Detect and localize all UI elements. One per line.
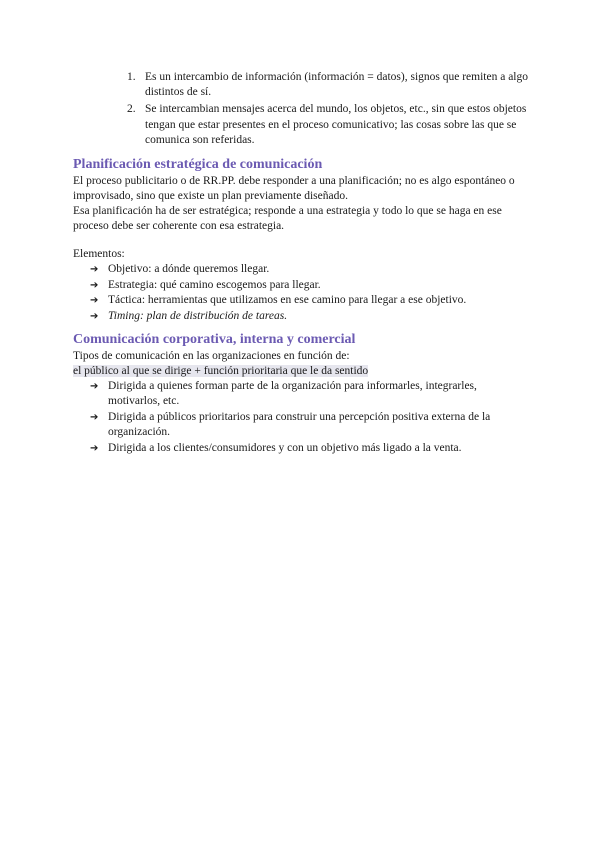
- paragraph: El proceso publicitario o de RR.PP. debe responder a una planificación; no es algo espontáneo o improvisado, sino que existe un plan previamente diseñado.: [73, 175, 515, 203]
- elements-list: [90, 262, 530, 325]
- list-item: [90, 309, 530, 324]
- paragraph: Tipos de comunicación en las organizaciones en función de:: [73, 350, 350, 362]
- arrow-icon: ➔: [90, 264, 99, 275]
- list-text: Objetivo: a dónde queremos llegar.: [108, 263, 270, 275]
- list-number: 2.: [127, 103, 136, 116]
- list-text: Timing: plan de distribución de tareas.: [108, 310, 288, 323]
- intro-numbered-list: [127, 70, 537, 150]
- highlighted-text: el público al que se dirige + función prioritaria que le da sentido: [73, 365, 369, 377]
- arrow-icon: ➔: [90, 381, 99, 392]
- list-text: Dirigida a públicos prioritarios para construir una percepción positiva externa de la organización.: [108, 410, 491, 439]
- arrow-icon: ➔: [90, 442, 99, 454]
- section-heading-comunicacion: Comunicación corporativa, interna y comercial: [73, 332, 356, 347]
- list-text: Estrategia: qué camino escogemos para llegar.: [108, 278, 321, 291]
- arrow-icon: ➔: [90, 279, 99, 291]
- list-text: Es un intercambio de información (información = datos), signos que remiten a algo distintos de sí.: [145, 71, 529, 99]
- list-item: [127, 102, 537, 148]
- paragraph: Esa planificación ha de ser estratégica; responde a una estrategia y todo lo que se haga en ese proceso debe ser coherente con esa estrategia.: [73, 205, 502, 233]
- list-number: 1.: [127, 71, 136, 83]
- highlight-line: [73, 364, 533, 379]
- list-text: Dirigida a quienes forman parte de la organización para informarles, integrarles, motivarlos, etc.: [108, 380, 477, 408]
- list-item: [90, 262, 530, 277]
- section-heading-planificacion: Planificación estratégica de comunicación: [73, 157, 323, 172]
- arrow-icon: ➔: [90, 411, 99, 423]
- list-text: Táctica: herramientas que utilizamos en ese camino para llegar a ese objetivo.: [108, 294, 467, 307]
- list-item: [90, 379, 530, 409]
- elements-label: Elementos:: [73, 248, 125, 260]
- list-text: Se intercambian mensajes acerca del mundo, los objetos, etc., sin que estos objetos tengan que estar presentes en el proceso comunicativo; las cosas sobre las que se comunica son referidas.: [145, 103, 527, 146]
- list-item: [90, 293, 530, 308]
- arrow-icon: ➔: [90, 311, 99, 323]
- list-item: [90, 278, 530, 293]
- list-text: Dirigida a los clientes/consumidores y con un objetivo más ligado a la venta.: [108, 441, 462, 454]
- list-item: [90, 441, 530, 456]
- arrow-icon: ➔: [90, 295, 99, 307]
- list-item: [90, 410, 530, 440]
- list-item: [127, 70, 537, 100]
- communication-types-list: [90, 379, 530, 457]
